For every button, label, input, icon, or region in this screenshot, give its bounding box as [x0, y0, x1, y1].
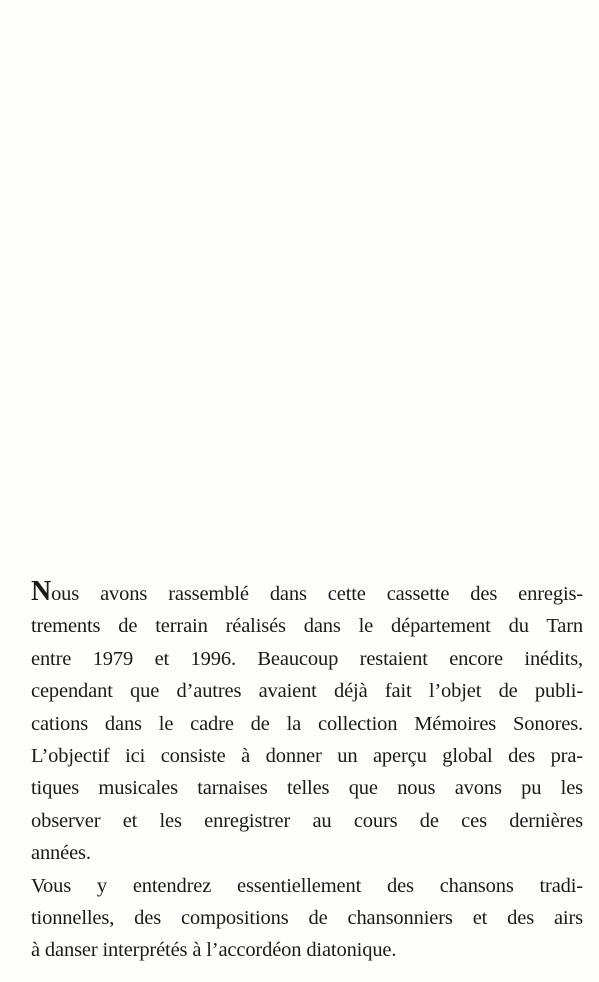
paragraph2-line-2: tionnelles, des compositions de chansonniers et des airs — [31, 906, 583, 929]
paragraph1-line-2: trements de terrain réalisés dans le département du Tarn — [31, 615, 583, 638]
drop-cap: N — [31, 576, 52, 607]
paragraph1-line-1: Nous avons rassemblé dans cette cassette des enregis- — [31, 576, 583, 607]
paragraph1-line-7: tiques musicales tarnaises telles que nous avons pu les — [31, 777, 583, 800]
paragraph1-line-8: observer et les enregistrer au cours de ces dernières — [31, 809, 583, 832]
paragraph1-line-6: L’objectif ici consiste à donner un aperçu global des pra- — [31, 744, 583, 767]
paragraph1-line-9: années. — [31, 842, 91, 865]
paragraph1-line-5: cations dans le cadre de la collection Mémoires Sonores. — [31, 712, 583, 735]
paragraph2-line-1: Vous y entendrez essentiellement des chansons tradi- — [31, 874, 583, 897]
paragraph2-line-3: à danser interprétés à l’accordéon diatonique. — [31, 939, 397, 962]
paragraph1-line-4: cependant que d’autres avaient déjà fait l’objet de publi- — [31, 680, 583, 703]
body-text — [31, 578, 583, 967]
paragraph1-line-3: entre 1979 et 1996. Beaucoup restaient encore inédits, — [31, 647, 583, 670]
